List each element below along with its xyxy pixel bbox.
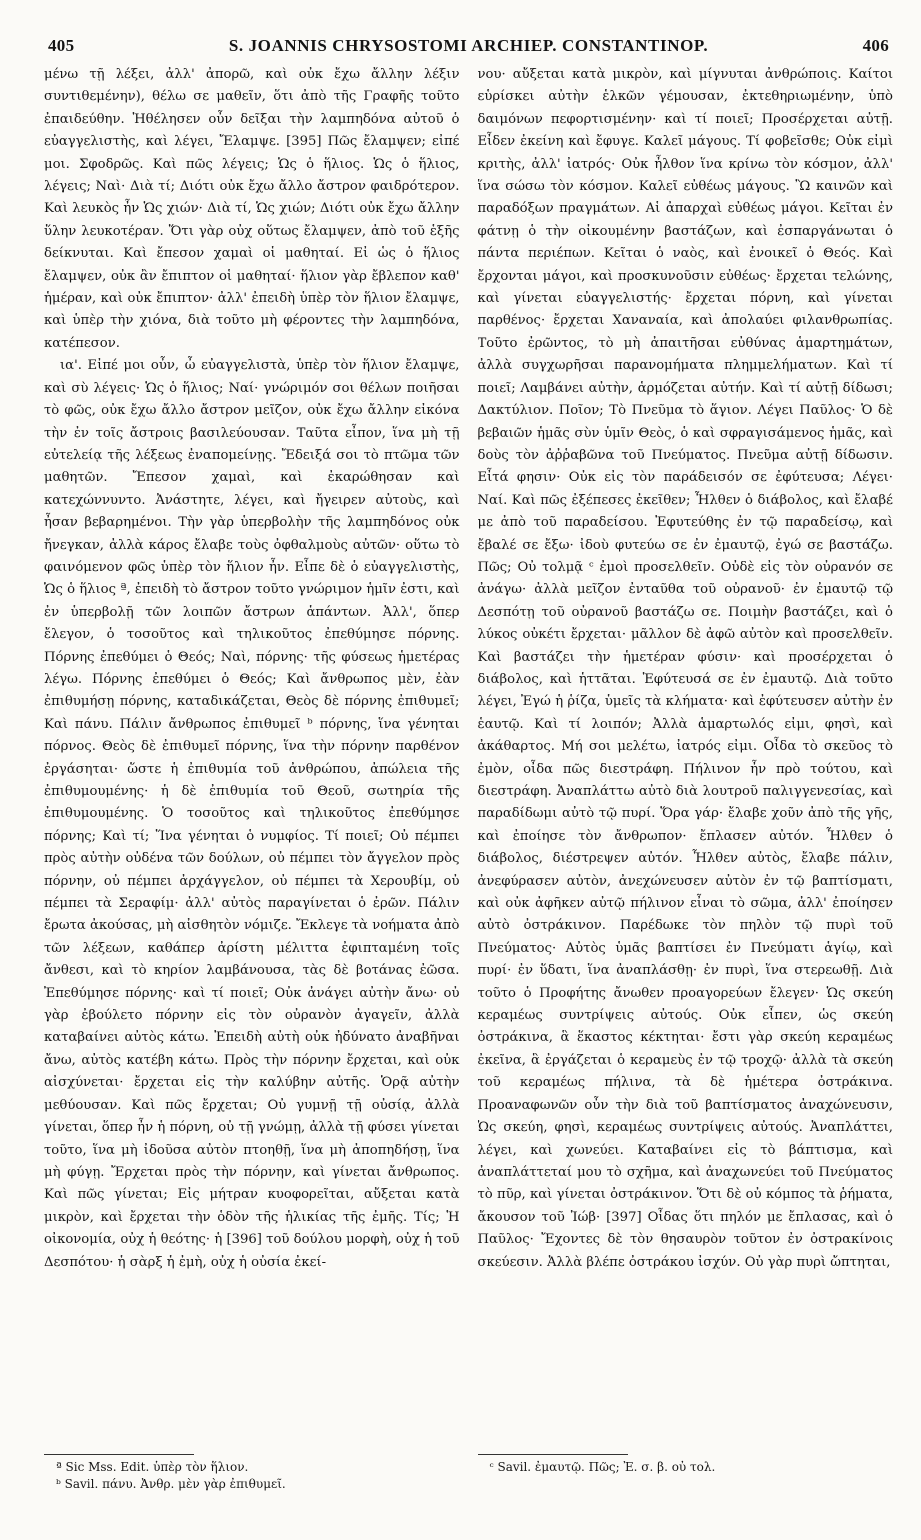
running-title: S. JOANNIS CHRYSOSTOMI ARCHIEP. CONSTANTINOP.	[228, 36, 709, 55]
right-footnotes	[478, 1448, 894, 1493]
footnote-rule	[44, 1454, 194, 1455]
paragraph: μένω τῇ λέξει, ἀλλ' ἀπορῶ, καὶ οὐκ ἔχω ἄλλην λέξιν συντιθεμένην), θέλω σε μαθεῖν, ὅτι ἀπὸ τῆς Γραφῆς τοῦτο ἐπαιδεύθην. Ἠθέλησεν οὖν δεῖξαι τὴν λαμπηδόνα αὐτοῦ ὁ εὐαγγελιστὴς, καὶ λέγει, Ἔλαμψε. [395] Πῶς ἔλαμψεν; εἰπέ μοι. Σφοδρῶς. Καὶ πῶς λέγεις; Ὡς ὁ ἥλιος. Ὡς ὁ ἥλιος, λέγεις; Ναὶ· Διὰ τί; Διότι οὐκ ἔχω ἄλλο ἄστρον φαιδρότερον. Καὶ λευκὸς ἦν Ὡς χιών· Διὰ τί, Ὡς χιών; Διότι οὐκ ἔχω ἄλλην ὕλην λευκοτέραν. Ὅτι γὰρ οὐχ οὕτως ἔλαμψεν, ἀπὸ τοῦ ἑξῆς δείκνυται. Καὶ ἔπεσον χαμαὶ οἱ μαθηταί. Εἰ ὡς ὁ ἥλιος ἔλαμψεν, οὐκ ἂν ἔπιπτον οἱ μαθηταί· ἥλιον γὰρ ἔβλεπον καθ' ἡμέραν, καὶ οὐκ ἔπιπτον· ἀλλ' ἐπειδὴ ὑπὲρ τὸν ἥλιον ἔλαμψε, καὶ ὑπὲρ τὴν χιόνα, διὰ τοῦτο μὴ φέροντες τὴν λαμπηδόνα, κατέπεσον.	[44, 67, 460, 351]
footnote-rule	[478, 1454, 628, 1455]
left-column	[44, 64, 460, 1444]
footnote-b: ᵇ Savil. πάνυ. Ἀνθρ. μὲν γὰρ ἐπιθυμεῖ.	[56, 1477, 286, 1491]
left-footnotes	[44, 1448, 460, 1493]
right-page-number: 406	[862, 36, 889, 55]
paragraph: νου· αὔξεται κατὰ μικρὸν, καὶ μίγνυται ἀνθρώποις. Καίτοι εὑρίσκει αὐτὴν ἑλκῶν γέμουσαν, ἐκτεθηριωμένην, ὑπὸ δαιμόνων πεφορτισμένην· καὶ τί ποιεῖ; Προσέρχεται αὐτῇ. Εἶδεν ἐκείνη καὶ ἔφυγε. Καλεῖ μάγους. Τί φοβεῖσθε; Οὐκ εἰμὶ κριτὴς, ἀλλ' ἰατρός· Οὐκ ἦλθον ἵνα κρίνω τὸν κόσμον, ἀλλ' ἵνα σώσω τὸν κόσμον. Καλεῖ εὐθέως μάγους. Ὢ καινῶν καὶ παραδόξων πραγμάτων. Αἱ ἀπαρχαὶ εὐθέως μάγοι. Κεῖται ἐν φάτνῃ ὁ τὴν οἰκουμένην βαστάζων, καὶ ἐσπαργάνωται ὁ πάντα περιέπων. Κεῖται ὁ ναὸς, καὶ ἐνοικεῖ ὁ Θεός. Καὶ ἔρχονται μάγοι, καὶ προσκυνοῦσιν εὐθέως· ἔρχεται τελώνης, καὶ γίνεται εὐαγγελιστής· ἔρχεται πόρνη, καὶ γίνεται παρθένος· ἔρχεται Χαναναία, καὶ ἀπολαύει φιλανθρωπίας. Τοῦτο ἐρῶντος, τὸ μὴ ἀπαιτῆσαι εὐθύνας ἁμαρτημάτων, ἀλλὰ συγχωρῆσαι παρανομήματα πλημμελήματων. Καὶ τί ποιεῖ; Λαμβάνει αὐτὴν, ἁρμόζεται αὐτήν. Καὶ τί αὐτῇ δίδωσι; Δακτύλιον. Ποῖον; Τὸ Πνεῦμα τὸ ἅγιον. Λέγει Παῦλος· Ὁ δὲ βεβαιῶν ἡμᾶς σὺν ὑμῖν Θεὸς, ὁ καὶ σφραγισάμενος ἡμᾶς, καὶ δοὺς τὸν ἀῤῥαβῶνα τοῦ Πνεύματος. Πνεῦμα αὐτῇ δίδωσιν. Εἶτά φησιν· Οὐκ εἰς τὸν παράδεισόν σε ἐφύτευσα; Λέγει· Ναί. Καὶ πῶς ἐξέπεσες ἐκεῖθεν; Ἦλθεν ὁ διάβολος, καὶ ἔλαβέ με ἀπὸ τοῦ παραδείσου. Ἐφυτεύθης ἐν τῷ παραδείσῳ, καὶ ἔβαλέ σε ἔξω· ἰδοὺ φυτεύω σε ἐν ἐμαυτῷ, ἐγώ σε βαστάζω. Πῶς; Οὐ τολμᾷ ᶜ ἐμοὶ προσελθεῖν. Οὐδὲ εἰς τὸν οὐρανόν σε ἀνάγω· ἀλλὰ μεῖζον ἐνταῦθα τοῦ οὐρανοῦ· ἐν ἐμαυτῷ τῷ Δεσπότῃ τοῦ οὐρανοῦ βαστάζω σε. Ποιμὴν βαστάζει, καὶ ὁ λύκος οὐκέτι ἔρχεται· μᾶλλον δὲ ἀφῶ αὐτὸν καὶ προσελθεῖν. Καὶ βαστάζει τὴν ἡμετέραν φύσιν· καὶ προσέρχεται ὁ διάβολος, καὶ ἡττᾶται. Ἐφύτευσά σε ἐν ἐμαυτῷ. Διὰ τοῦτο λέγει, Ἐγώ ἡ ῥίζα, ὑμεῖς τὰ κλήματα· καὶ ἐφύτευσεν αὐτὴν ἐν ἑαυτῷ. Καὶ τί λοιπόν; Ἀλλὰ ἁμαρτωλός εἰμι, φησὶ, καὶ ἀκάθαρτος. Μή σοι μελέτω, ἰατρός εἰμι. Οἶδα τὸ σκεῦος τὸ ἐμὸν, οἶδα πῶς διεστράφη. Πήλινον ἦν πρὸ τούτου, καὶ διεστράφη. Ἀναπλάττω αὐτὸ διὰ λουτροῦ παλιγγενεσίας, καὶ παραδίδωμι αὐτὸ τῷ πυρί. Ὅρα γάρ· ἔλαβε χοῦν ἀπὸ τῆς γῆς, καὶ ἐποίησε τὸν ἄνθρωπον· ἔπλασεν αὐτόν. Ἦλθεν ὁ διάβολος, διέστρεψεν αὐτόν. Ἦλθεν αὐτὸς, ἔλαβε πάλιν, ἀνεφύρασεν αὐτὸν, ἀνεχώνευσεν αὐτὸν ἐν τῷ βαπτίσματι, καὶ οὐκ ἀφῆκεν αὐτῷ πήλινον εἶναι τὸ σῶμα, ἀλλ' ἐποίησεν αὐτὸ ὀστράκινον. Παρέδωκε τὸν πηλὸν τῷ πυρὶ τοῦ Πνεύματος· Αὐτὸς ὑμᾶς βαπτίσει ἐν Πνεύματι ἁγίῳ, καὶ πυρί· ἐν ὕδατι, ἵνα ἀναπλάσθῃ· ἐν πυρὶ, ἵνα στερεωθῇ. Διὰ τοῦτο ὁ Προφήτης ἄνωθεν προαγορεύων ἔλεγεν· Ὡς σκεύη κεραμέως συντρίψεις αὐτούς. Οὐκ εἶπεν, ὡς σκεύη ὀστράκινα, ἃ ἕκαστος κέκτηται· ἔστι γὰρ σκεύη κεραμέως ἐκεῖνα, ἃ ἐργάζεται ὁ κεραμεὺς ἐν τῷ τροχῷ· ἀλλὰ τὰ σκεύη τοῦ κεραμέως πήλινα, τὰ δὲ ἡμέτερα ὀστράκινα. Προαναφωνῶν οὖν τὴν διὰ τοῦ βαπτίσματος ἀναχώνευσιν, Ὡς σκεύη, φησὶ, κεραμέως συντρίψεις αὐτούς. Ἀναπλάττει, λέγει, καὶ χωνεύει. Καταβαίνει εἰς τὸ βάπτισμα, καὶ ἀναπλάττεταί μου τὸ σχῆμα, καὶ ἀναχωνεύει τοῦ Πνεύματος τὸ πῦρ, καὶ γίνεται ὀστράκινον. Ὅτι δὲ οὐ κόμπος τὰ ῥήματα, ἄκουσον τοῦ Ἰώβ· [397] Οἶδας ὅτι πηλόν με ἔπλασας, καὶ ὁ Παῦλος· Ἔχοντες δὲ τὸν θησαυρὸν τοῦτον ἐν ὀστρακίνοις σκεύεσιν. Ἀλλὰ βλέπε ὀστράκου ἰσχύν. Οὐ γὰρ πυρὶ ὤπτηται,	[477, 67, 893, 1270]
footnotes	[44, 1448, 893, 1493]
left-page-number: 405	[48, 36, 75, 55]
footnote-a: ª Sic Mss. Edit. ὑπὲρ τὸν ἥλιον.	[56, 1460, 249, 1474]
footnote-c: ᶜ Savil. ἐμαυτῷ. Πῶς; Ἐ. σ. β. οὐ τολ.	[489, 1460, 716, 1474]
running-header	[44, 36, 893, 60]
right-column	[478, 64, 894, 1444]
paragraph: ια'. Εἰπέ μοι οὖν, ὦ εὐαγγελιστὰ, ὑπὲρ τὸν ἥλιον ἔλαμψε, καὶ σὺ λέγεις· Ὡς ὁ ἥλιος; Ναί· γνώριμόν σοι θέλων ποιῆσαι τὸ φῶς, οὐκ ἔχω ἄλλο ἄστρον μεῖζον, οὐκ ἔχω ἄλλην εἰκόνα τὴν ἐν τοῖς ἄστροις βασιλεύουσαν. Ταῦτα εἶπον, ἵνα μὴ τῇ εὐτελείᾳ τῆς λέξεως ἐναπομείνῃς. Ἔδειξά σοι τὸ πτῶμα τῶν μαθητῶν. Ἔπεσον χαμαὶ, καὶ ἐκαρώθησαν καὶ κατεχώννυντο. Ἀνάστητε, λέγει, καὶ ἤγειρεν αὐτοὺς, καὶ ἦσαν βεβαρημένοι. Τὴν γὰρ ὑπερβολὴν τῆς λαμπηδόνος οὐκ ἤνεγκαν, ἀλλὰ κάρος ἔλαβε τοὺς ὀφθαλμοὺς αὐτῶν· οὕτω τὸ φαινόμενον φῶς ὑπὲρ τὸν ἥλιον ἦν. Εἶπε δὲ ὁ εὐαγγελιστὴς, Ὡς ὁ ἥλιος ª, ἐπειδὴ τὸ ἄστρον τοῦτο γνώριμον ἡμῖν ἐστι, καὶ ἐν ὑπερβολῇ τῶν λοιπῶν ἄστρων ἁπάντων. Ἀλλ', ὅπερ ἔλεγον, ὁ τοσοῦτος καὶ τηλικοῦτος ἐπεθύμησε πόρνης. Πόρνης ἐπεθύμει ὁ Θεός; Ναὶ, πόρνης· τῆς φύσεως ἡμετέρας λέγω. Πόρνης ἐπεθύμει ὁ Θεός; Καὶ ἄνθρωπος μὲν, ἐὰν ἐπιθυμήσῃ πόρνης, καταδικάζεται, Θεὸς δὲ πόρνης ἐπιθυμεῖ; Καὶ πάνυ. Πάλιν ἄνθρωπος ἐπιθυμεῖ ᵇ πόρνης, ἵνα γένηται πόρνος. Θεὸς δὲ ἐπιθυμεῖ πόρνης, ἵνα τὴν πόρνην παρθένον ἐργάσηται· ὥστε ἡ ἐπιθυμία τοῦ ἀνθρώπου, ἀπώλεια τῆς ἐπιθυμουμένης· ἡ δὲ ἐπιθυμία τοῦ Θεοῦ, σωτηρία τῆς ἐπιθυμουμένης. Ὁ τοσοῦτος καὶ τηλικοῦτος ἐπεθύμησε πόρνης; Καὶ τί; Ἵνα γένηται ὁ νυμφίος. Τί ποιεῖ; Οὐ πέμπει πρὸς αὐτὴν οὐδένα τῶν δούλων, οὐ πέμπει τὸν ἄγγελον πρὸς πόρνην, οὐ πέμπει ἀρχάγγελον, οὐ πέμπει τὰ Χερουβίμ, οὐ πέμπει τὰ Σεραφίμ· ἀλλ' αὐτὸς παραγίνεται ὁ ἐρῶν. Πάλιν ἔρωτα ἀκούσας, μὴ αἰσθητὸν νόμιζε. Ἔκλεγε τὰ νοήματα ἀπὸ τῶν λέξεων, καθάπερ ἀρίστη μέλιττα ἐφιπταμένη τοῖς ἄνθεσι, καὶ τὸ κηρίον λαμβάνουσα, τὰς δὲ βοτάνας ἐῶσα. Ἐπεθύμησε πόρνης· καὶ τί ποιεῖ; Οὐκ ἀνάγει αὐτὴν ἄνω· οὐ γὰρ ἐβούλετο πόρνην εἰς τὸν οὐρανὸν ἀγαγεῖν, ἀλλὰ καταβαίνει αὐτὸς κάτω. Ἐπειδὴ αὐτὴ οὐκ ἠδύνατο ἀναβῆναι ἄνω, αὐτὸς κατέβη κάτω. Πρὸς τὴν πόρνην ἔρχεται, καὶ οὐκ αἰσχύνεται· ἔρχεται εἰς τὴν καλύβην αὐτῆς. Ὁρᾷ αὐτὴν μεθύουσαν. Καὶ πῶς ἔρχεται; Οὐ γυμνῇ τῇ οὐσίᾳ, ἀλλὰ γίνεται, ὅπερ ἦν ἡ πόρνη, οὐ τῇ γνώμῃ, ἀλλὰ τῇ φύσει γίνεται τοῦτο, ἵνα μὴ ἰδοῦσα αὐτὸν πτοηθῇ, ἵνα μὴ ἀποπηδήσῃ, ἵνα μὴ φύγῃ. Ἔρχεται πρὸς τὴν πόρνην, καὶ γίνεται ἄνθρωπος. Καὶ πῶς γίνεται; Εἰς μήτραν κυοφορεῖται, αὔξεται κατὰ μικρὸν, καὶ ἔρχεται τὴν ὁδὸν τῆς ἡλικίας τῆς ἐμῆς. Τίς; Ἡ οἰκονομία, οὐχ ἡ θεότης· ἡ [396] τοῦ δούλου μορφὴ, οὐχ ἡ τοῦ Δεσπότου· ἡ σὰρξ ἡ ἐμὴ, οὐχ ἡ οὐσία ἐκεί-	[44, 358, 460, 1270]
text-columns	[44, 64, 893, 1444]
